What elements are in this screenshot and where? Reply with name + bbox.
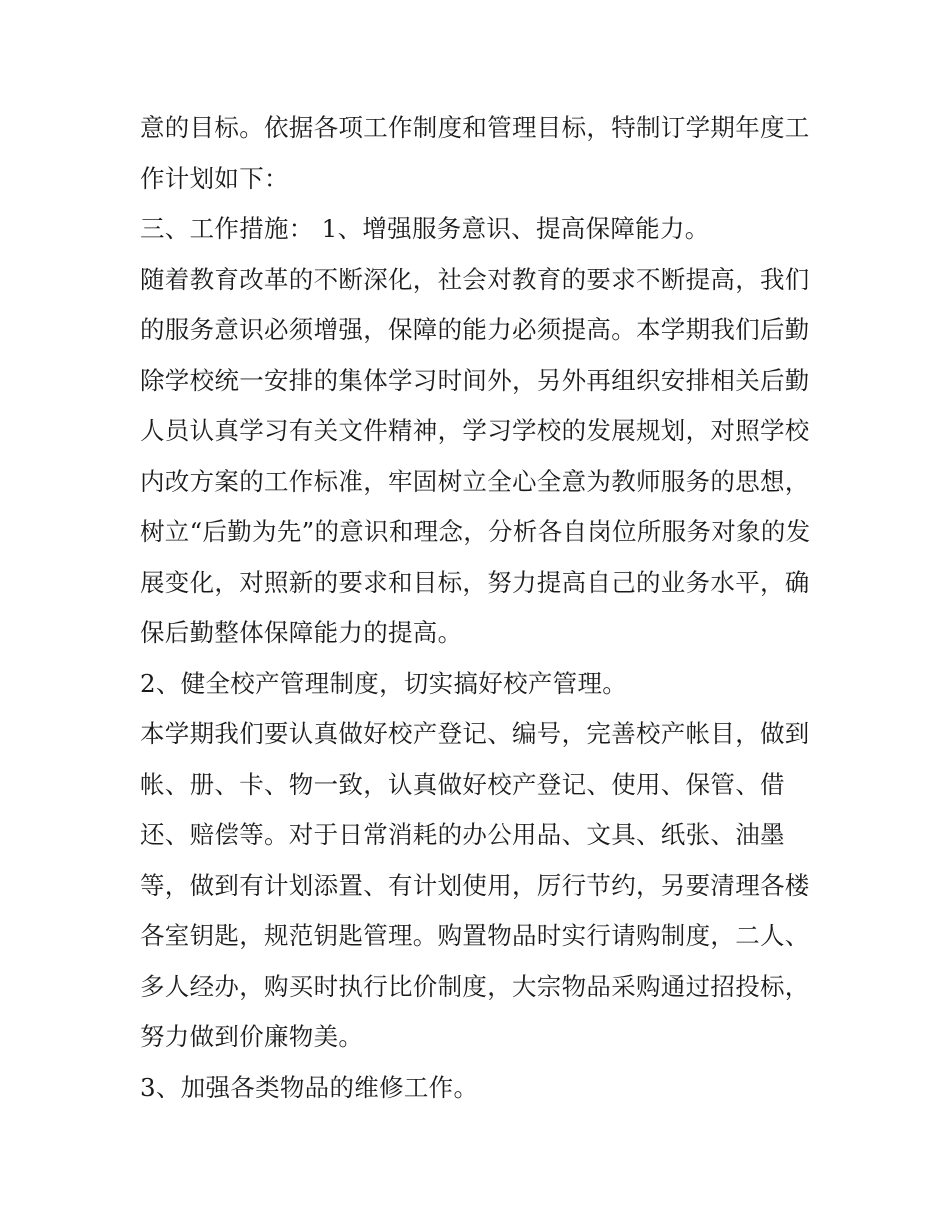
text-line: 内改方案的工作标准，牢固树立全心全意为教师服务的思想， xyxy=(140,466,810,496)
text-line: 努力做到价廉物美。 xyxy=(140,1022,364,1051)
text-line: 随着教育改革的不断深化，社会对教育的要求不断提高，我们 xyxy=(140,264,810,294)
text-line: 多人经办，购买时执行比价制度，大宗物品采购通过招投标， xyxy=(140,971,810,1001)
text-line: 作计划如下： xyxy=(140,163,289,193)
text-line: 意的目标。依据各项工作制度和管理目标，特制订学期年度工 xyxy=(140,113,810,142)
text-line: 树立“后勤为先”的意识和理念，分析各自岗位所服务对象的发 xyxy=(140,517,811,546)
text-line: 的服务意识必须增强，保障的能力必须提高。本学期我们后勤 xyxy=(140,315,810,344)
document-body xyxy=(140,103,816,1113)
text-line: 除学校统一安排的集体学习时间外，另外再组织安排相关后勤 xyxy=(140,365,810,395)
text-line: 还、赔偿等。对于日常消耗的办公用品、文具、纸张、油墨 xyxy=(140,820,785,849)
text-line: 保后勤整体保障能力的提高。 xyxy=(140,618,463,647)
section-heading: 2、健全校产管理制度，切实搞好校产管理。 xyxy=(140,668,628,698)
section-heading: 三、工作措施： 1、增强服务意识、提高保障能力。 xyxy=(140,214,710,243)
text-line: 人员认真学习有关文件精神，学习学校的发展规划，对照学校 xyxy=(140,416,810,445)
text-line: 等，做到有计划添置、有计划使用，厉行节约，另要清理各楼 xyxy=(140,870,810,900)
text-line: 本学期我们要认真做好校产登记、编号，完善校产帐目，做到 xyxy=(140,719,810,748)
text-line: 各室钥匙，规范钥匙管理。购置物品时实行请购制度，二人、 xyxy=(140,921,810,950)
text-line: 展变化，对照新的要求和目标，努力提高自己的业务水平，确 xyxy=(140,567,810,597)
text-line: 帐、册、卡、物一致，认真做好校产登记、使用、保管、借 xyxy=(140,769,785,799)
section-heading: 3、加强各类物品的维修工作。 xyxy=(140,1072,479,1102)
